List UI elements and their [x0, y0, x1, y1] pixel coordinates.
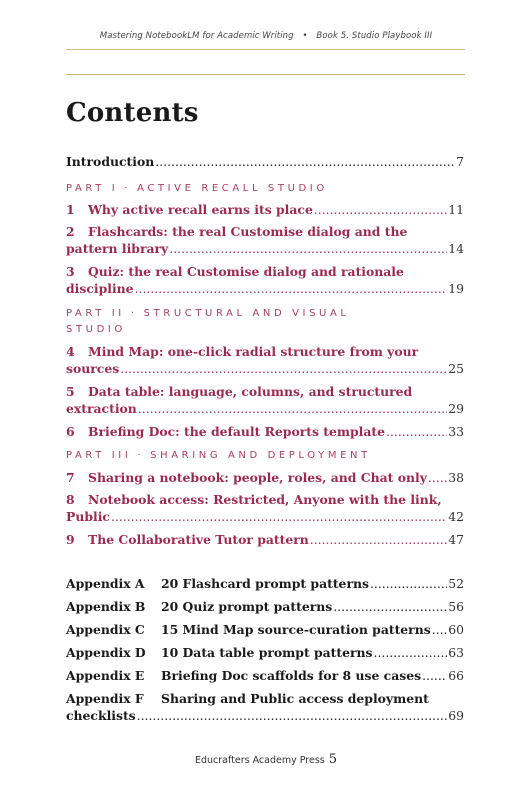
- dot-leader: [432, 621, 448, 638]
- toc-entry-text: [66, 598, 332, 615]
- toc-page-number: 38: [448, 470, 464, 485]
- toc-entry-first-line: [66, 263, 464, 280]
- chapter-number: 6: [66, 424, 75, 439]
- chapter-number: 5: [66, 384, 75, 399]
- toc-page-number: 14: [448, 241, 464, 256]
- part-separator: ·: [130, 308, 138, 319]
- toc-page-number: 47: [448, 532, 464, 547]
- part-label: PART I: [66, 183, 119, 194]
- running-head-book-title: Mastering NotebookLM for Academic Writing: [99, 31, 294, 41]
- header-rule: [66, 49, 465, 50]
- toc-entry-text: [66, 575, 369, 592]
- chapter-number: 1: [66, 202, 75, 217]
- toc-page-number: 66: [448, 668, 464, 683]
- appendix-title: 20 Flashcard prompt patterns: [161, 576, 369, 591]
- toc-entry-first-line: [66, 690, 464, 707]
- chapter-number: 4: [66, 344, 75, 359]
- toc-page-number: 63: [448, 645, 464, 660]
- toc-entry-chapter[interactable]: [66, 383, 464, 417]
- toc-entry-text: [66, 621, 431, 638]
- appendix-spacer: [66, 548, 464, 575]
- chapter-number: 2: [66, 224, 75, 239]
- appendix-title: Sharing and Public access deployment: [161, 691, 429, 706]
- toc-entry-second-line: [66, 508, 464, 525]
- toc-entry-text: [66, 531, 309, 548]
- toc-entry-appendix[interactable]: [66, 667, 464, 684]
- toc-entry-appendix[interactable]: [66, 621, 464, 638]
- toc-page-number: 7: [456, 154, 464, 169]
- toc-entry-chapter[interactable]: [66, 223, 464, 257]
- dot-leader: [386, 423, 447, 440]
- chapter-number: 7: [66, 470, 75, 485]
- toc-entry-first-line: [66, 343, 464, 360]
- chapter-title: Sharing a notebook: people, roles, and Chat only: [88, 470, 427, 485]
- running-head-book-part: Book 5. Studio Playbook III: [316, 31, 433, 41]
- appendix-label: Appendix B: [66, 599, 146, 614]
- publisher-name: Educrafters Academy Press: [194, 755, 325, 766]
- chapter-number: 3: [66, 264, 75, 279]
- chapter-title-continued: pattern library: [66, 241, 169, 256]
- chapter-title: Notebook access: Restricted, Anyone with the link,: [88, 492, 442, 507]
- toc-entry-text: [66, 201, 313, 218]
- chapter-title-continued: extraction: [66, 401, 137, 416]
- page-title: Contents: [66, 98, 199, 128]
- toc-entry-appendix[interactable]: [66, 644, 464, 661]
- toc-entry-first-line: [66, 491, 464, 508]
- dot-leader: [333, 598, 447, 615]
- dot-leader: [370, 575, 447, 592]
- part-name: STRUCTURAL AND VISUAL: [143, 308, 350, 319]
- toc-entry-text: [66, 644, 373, 661]
- chapter-title: Flashcards: the real Customise dialog and the: [88, 224, 408, 239]
- toc-entry-introduction[interactable]: [66, 153, 464, 170]
- toc-page-number: 42: [448, 509, 464, 524]
- toc-entry-chapter[interactable]: [66, 423, 464, 440]
- toc-entry-chapter[interactable]: [66, 469, 464, 486]
- chapter-title-continued: discipline: [66, 281, 134, 296]
- part-name: ACTIVE RECALL STUDIO: [137, 183, 328, 194]
- dot-leader: [310, 531, 447, 548]
- appendix-title: Briefing Doc scaffolds for 8 use cases: [161, 668, 422, 683]
- toc-page-number: 33: [448, 424, 464, 439]
- chapter-title: Data table: language, columns, and structured: [88, 384, 413, 399]
- part-label: PART III: [66, 450, 132, 461]
- chapter-title-continued: Public: [66, 509, 110, 524]
- page-number: 5: [328, 752, 338, 767]
- toc-entry-second-line: [66, 360, 464, 377]
- dot-leader: [428, 469, 447, 486]
- appendix-label: Appendix C: [66, 622, 145, 637]
- toc-page-number: 56: [448, 599, 464, 614]
- dot-leader: [135, 280, 448, 297]
- running-head-separator: •: [302, 31, 308, 41]
- toc-entry-first-line: [66, 223, 464, 240]
- chapter-title: Quiz: the real Customise dialog and rationale: [88, 264, 404, 279]
- chapter-title-continued: sources: [66, 361, 120, 376]
- toc-entry-second-line: [66, 707, 464, 724]
- toc-entry-label: Introduction: [66, 154, 155, 169]
- toc-entry-second-line: [66, 240, 464, 257]
- toc-entry-chapter[interactable]: [66, 201, 464, 218]
- toc-entry-appendix[interactable]: [66, 598, 464, 615]
- toc-entry-appendix[interactable]: [66, 575, 464, 592]
- toc-page-number: 19: [448, 281, 464, 296]
- dot-leader: [111, 508, 447, 525]
- toc-entry-second-line: [66, 280, 464, 297]
- appendix-label: Appendix D: [66, 645, 146, 660]
- part-label: PART II: [66, 308, 125, 319]
- part-separator: ·: [137, 450, 145, 461]
- chapter-title: The Collaborative Tutor pattern: [88, 532, 309, 547]
- running-head: [0, 31, 532, 41]
- part-heading: [66, 306, 464, 338]
- toc-page-number: 69: [448, 708, 464, 723]
- appendix-title: 20 Quiz prompt patterns: [161, 599, 333, 614]
- toc-entry-text: [66, 469, 427, 486]
- toc-entry-chapter[interactable]: [66, 491, 464, 525]
- part-name-continued: STUDIO: [66, 324, 126, 335]
- toc-entry-chapter[interactable]: [66, 263, 464, 297]
- part-name: SHARING AND DEPLOYMENT: [150, 450, 371, 461]
- toc-page-number: 11: [448, 202, 464, 217]
- toc-entry-text: [66, 667, 421, 684]
- toc-entry-chapter[interactable]: [66, 531, 464, 548]
- toc-page-number: 25: [448, 361, 464, 376]
- appendix-title: 15 Mind Map source-curation patterns: [161, 622, 431, 637]
- part-separator: ·: [124, 183, 132, 194]
- toc-page-number: 29: [448, 401, 464, 416]
- toc-page-number: 52: [448, 576, 464, 591]
- title-rule: [66, 74, 465, 75]
- appendix-label: Appendix E: [66, 668, 145, 683]
- appendix-title-continued: checklists: [66, 708, 136, 723]
- toc-entry-second-line: [66, 400, 464, 417]
- chapter-number: 9: [66, 532, 75, 547]
- toc-entry-text: [66, 423, 385, 440]
- page-footer: [0, 752, 532, 767]
- toc-page-number: 60: [448, 622, 464, 637]
- table-of-contents: [66, 153, 464, 724]
- chapter-title: Briefing Doc: the default Reports template: [88, 424, 385, 439]
- dot-leader: [314, 201, 447, 218]
- dot-leader: [138, 400, 447, 417]
- appendix-title: 10 Data table prompt patterns: [161, 645, 373, 660]
- toc-entry-chapter[interactable]: [66, 343, 464, 377]
- chapter-number: 8: [66, 492, 75, 507]
- dot-leader: [137, 707, 448, 724]
- appendix-label: Appendix A: [66, 576, 145, 591]
- dot-leader: [374, 644, 448, 661]
- toc-entry-first-line: [66, 383, 464, 400]
- chapter-title: Why active recall earns its place: [88, 202, 313, 217]
- dot-leader: [169, 240, 447, 257]
- part-heading: [66, 448, 464, 464]
- dot-leader: [155, 153, 455, 170]
- part-heading: [66, 181, 464, 197]
- chapter-title: Mind Map: one-click radial structure from your: [88, 344, 419, 359]
- dot-leader: [120, 360, 447, 377]
- appendix-label: Appendix F: [66, 691, 144, 706]
- dot-leader: [422, 667, 447, 684]
- toc-entry-appendix[interactable]: [66, 690, 464, 724]
